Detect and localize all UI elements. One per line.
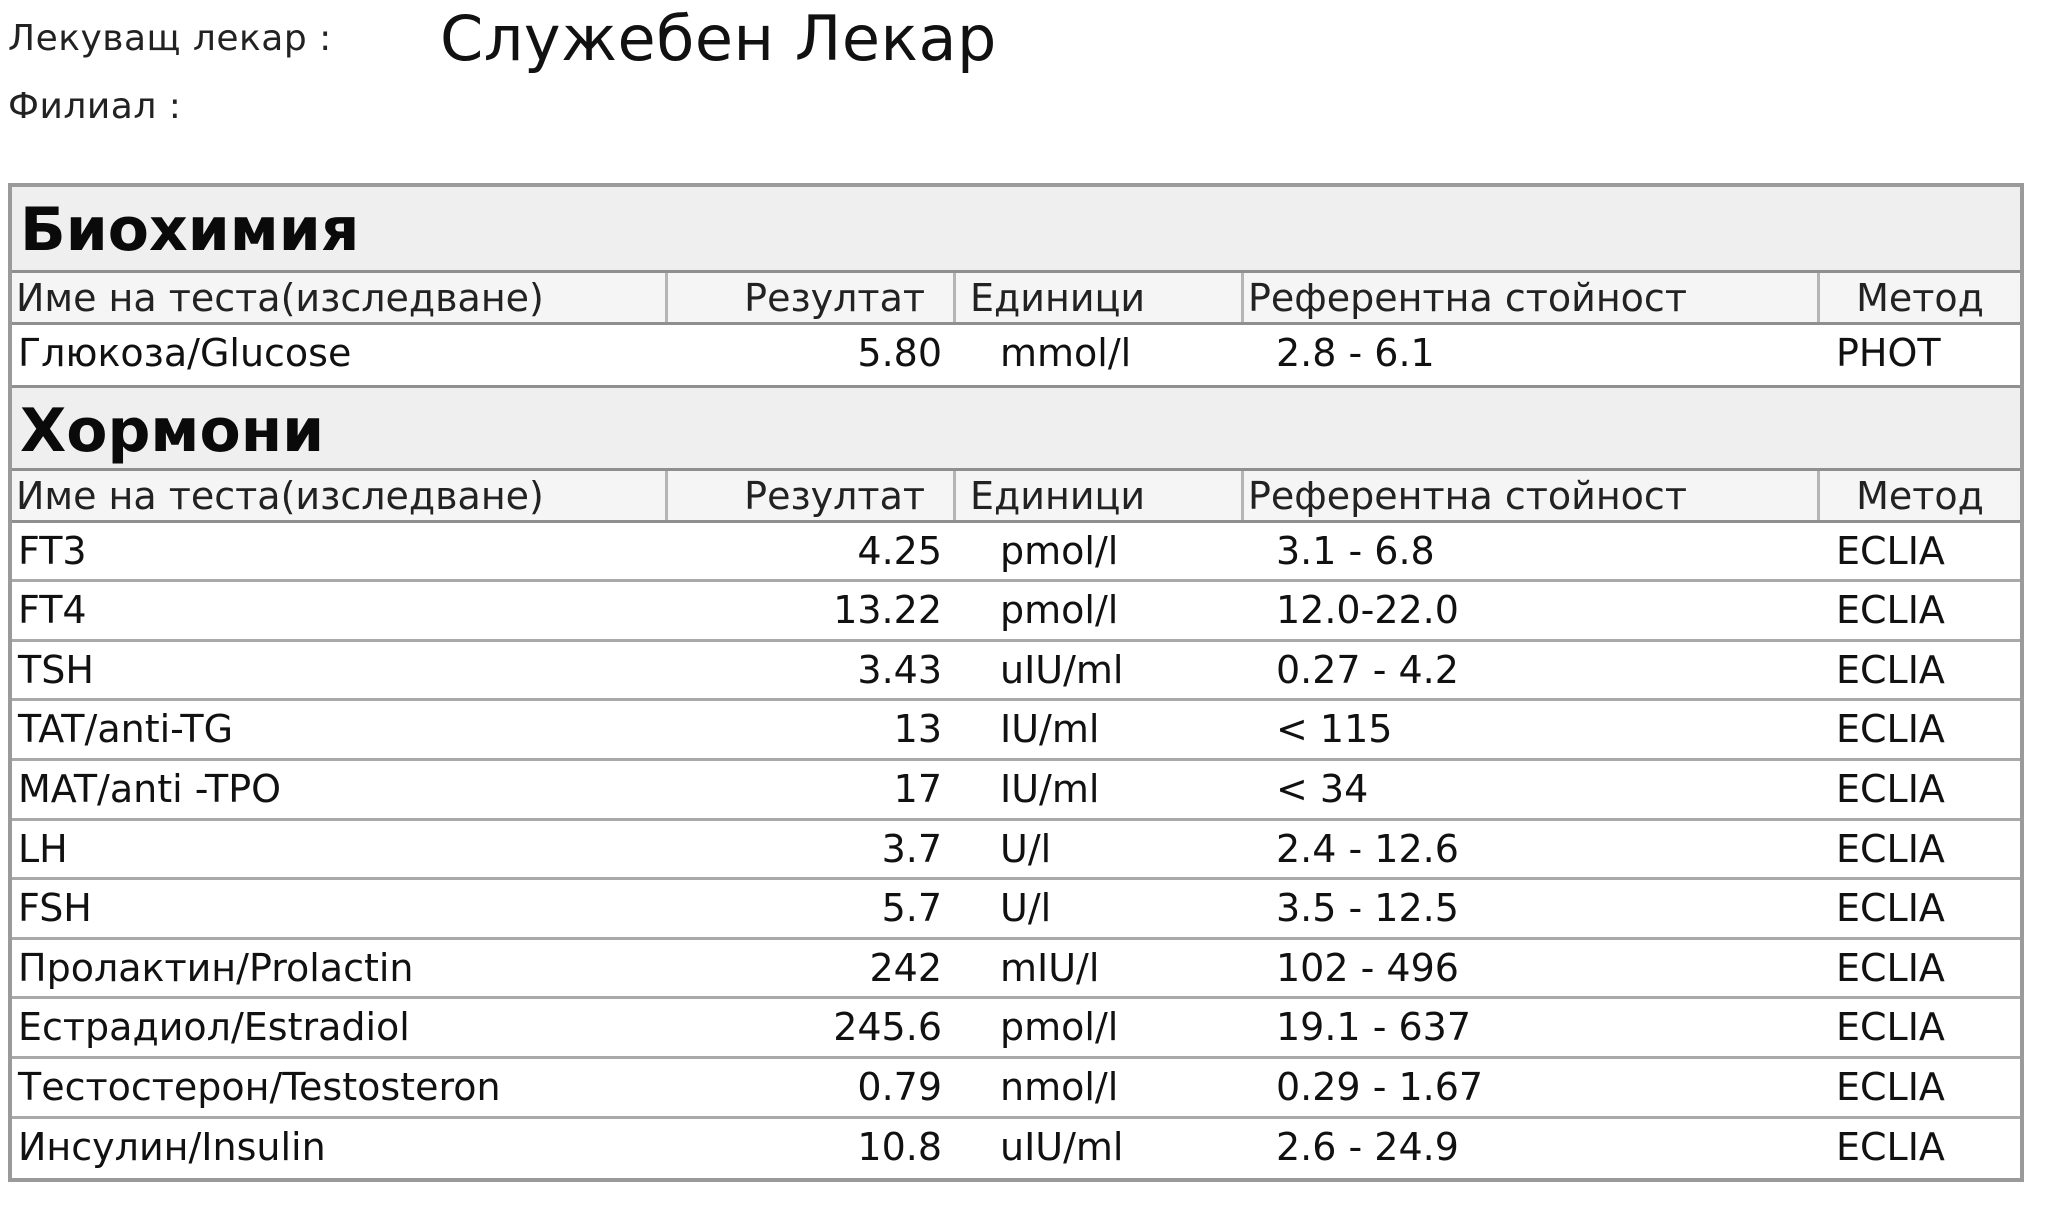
reference-range-cell: 2.6 - 24.9 (1276, 1124, 1459, 1169)
column-header-reference: Референтна стойност (1244, 471, 1820, 520)
reference-range-cell: 3.5 - 12.5 (1276, 886, 1459, 931)
result-cell: 3.7 (881, 826, 942, 871)
units-cell: pmol/l (1000, 1005, 1119, 1050)
units-cell: mIU/l (1000, 945, 1100, 990)
treating-doctor-value: Служебен Лекар (440, 2, 997, 75)
reference-range-cell: < 34 (1276, 766, 1369, 811)
units-cell: nmol/l (1000, 1064, 1119, 1109)
result-cell: 13 (893, 707, 942, 752)
result-cell: 4.25 (857, 528, 942, 573)
units-cell: mmol/l (1000, 331, 1132, 375)
method-cell: ECLIA (1836, 886, 1945, 931)
units-cell: pmol/l (1000, 588, 1119, 633)
hormones-rows (12, 523, 2020, 1179)
test-name-cell: FSH (18, 886, 92, 931)
test-name-cell: TAT/anti-TG (18, 707, 234, 752)
reference-range-cell: 0.27 - 4.2 (1276, 647, 1459, 692)
column-header-test-name: Име на теста(изследване) (12, 273, 668, 322)
table-row (12, 1119, 2020, 1179)
column-header-result: Резултат (668, 273, 956, 322)
section-title-biochemistry: Биохимия (12, 187, 2020, 273)
test-name-cell: Инсулин/Insulin (18, 1124, 326, 1169)
test-name-cell: MAT/anti -TPO (18, 766, 282, 811)
reference-range-cell: 19.1 - 637 (1276, 1005, 1472, 1050)
method-cell: PHOT (1836, 331, 1941, 375)
branch-label: Филиал : (8, 86, 182, 127)
column-header-test-name: Име на теста(изследване) (12, 471, 668, 520)
units-cell: IU/ml (1000, 707, 1100, 752)
treating-doctor-row (8, 18, 332, 59)
method-cell: ECLIA (1836, 588, 1945, 633)
table-row (12, 940, 2020, 1000)
reference-range-cell: 2.4 - 12.6 (1276, 826, 1459, 871)
test-name-cell: FT3 (18, 528, 87, 573)
column-header-row (12, 471, 2020, 523)
result-cell: 242 (869, 945, 942, 990)
lab-results-report (8, 183, 2024, 1182)
reference-range-cell: 0.29 - 1.67 (1276, 1064, 1484, 1109)
biochemistry-rows (12, 325, 2020, 385)
method-cell: ECLIA (1836, 826, 1945, 871)
result-cell: 245.6 (833, 1005, 942, 1050)
method-cell: ECLIA (1836, 766, 1945, 811)
units-cell: uIU/ml (1000, 1124, 1124, 1169)
table-row (12, 821, 2020, 881)
column-header-method: Метод (1856, 473, 1984, 518)
column-header-result: Резултат (668, 471, 956, 520)
column-header-reference: Референтна стойност (1244, 273, 1820, 322)
section-title-hormones: Хормони (12, 385, 2020, 471)
reference-range-cell: 12.0-22.0 (1276, 588, 1459, 633)
column-header-method: Метод (1856, 276, 1984, 320)
method-cell: ECLIA (1836, 1064, 1945, 1109)
method-cell: ECLIA (1836, 1005, 1945, 1050)
test-name-cell: Естрадиол/Estradiol (18, 1005, 410, 1050)
column-header-units: Единици (956, 471, 1244, 520)
column-header-units: Единици (956, 273, 1244, 322)
test-name-cell: Тестостерон/Testosteron (18, 1064, 501, 1109)
column-header-row (12, 273, 2020, 325)
test-name-cell: TSH (18, 647, 94, 692)
result-cell: 0.79 (857, 1064, 942, 1109)
branch-row (8, 86, 181, 127)
table-row (12, 582, 2020, 642)
table-row (12, 523, 2020, 583)
method-cell: ECLIA (1836, 1124, 1945, 1169)
method-cell: ECLIA (1836, 647, 1945, 692)
result-cell: 17 (893, 766, 942, 811)
result-cell: 13.22 (833, 588, 942, 633)
result-cell: 5.80 (857, 331, 942, 375)
result-cell: 10.8 (857, 1124, 942, 1169)
result-cell: 5.7 (881, 886, 942, 931)
test-name-cell: Пролактин/Prolactin (18, 945, 414, 990)
test-name-cell: LH (18, 826, 68, 871)
table-row (12, 642, 2020, 702)
units-cell: U/l (1000, 886, 1052, 931)
treating-doctor-label: Лекуващ лекар : (8, 18, 332, 59)
units-cell: U/l (1000, 826, 1052, 871)
method-cell: ECLIA (1836, 945, 1945, 990)
table-row (12, 1059, 2020, 1119)
method-cell: ECLIA (1836, 528, 1945, 573)
table-row (12, 999, 2020, 1059)
test-name-cell: Глюкоза/Glucose (18, 331, 352, 375)
test-name-cell: FT4 (18, 588, 87, 633)
table-row (12, 701, 2020, 761)
reference-range-cell: < 115 (1276, 707, 1393, 752)
units-cell: IU/ml (1000, 766, 1100, 811)
method-cell: ECLIA (1836, 707, 1945, 752)
units-cell: pmol/l (1000, 528, 1119, 573)
reference-range-cell: 2.8 - 6.1 (1276, 331, 1435, 375)
table-row (12, 761, 2020, 821)
reference-range-cell: 3.1 - 6.8 (1276, 528, 1435, 573)
result-cell: 3.43 (857, 647, 942, 692)
table-row (12, 325, 2020, 385)
table-row (12, 880, 2020, 940)
units-cell: uIU/ml (1000, 647, 1124, 692)
reference-range-cell: 102 - 496 (1276, 945, 1459, 990)
